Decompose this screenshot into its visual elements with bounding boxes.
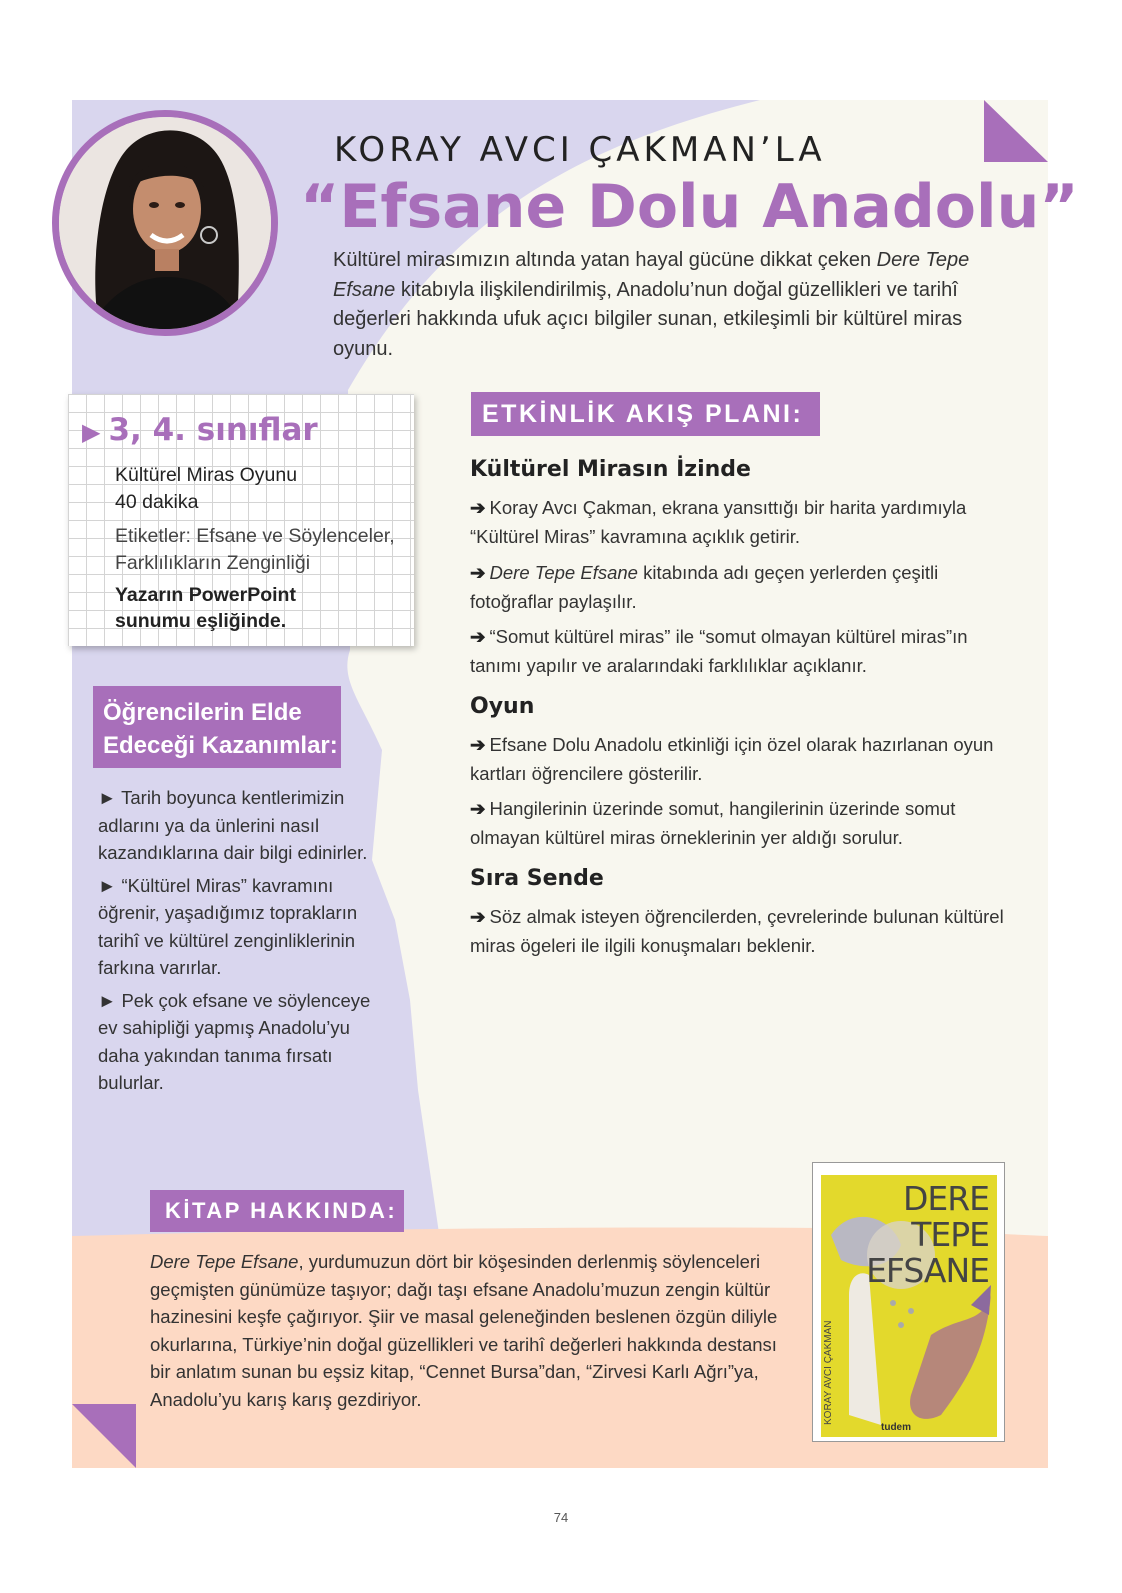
note-line-1: Yazarın PowerPoint — [115, 584, 296, 606]
flow-item: ➔ Dere Tepe Efsane kitabında adı geçen yerlerden çeşitli fotoğraflar paylaşılır. — [470, 562, 939, 612]
arrow-icon: ➔ — [470, 626, 486, 647]
flow-item: ➔ “Somut kültürel miras” ile “somut olmayan kültürel miras”ın tanımı yapılır ve aralarındaki farklılıklar açıklanır. — [470, 626, 968, 676]
book-cover-art — [821, 1175, 997, 1437]
page-title: “Efsane Dolu Anadolu” — [300, 172, 1079, 242]
flow-item: ➔ Hangilerinin üzerinde somut, hangilerinin üzerinde somut olmayan kültürel miras örneklerinin yer aldığı sorulur. — [470, 798, 956, 848]
activity-name: Kültürel Miras Oyunu — [115, 464, 298, 486]
section-title-your-turn: Sıra Sende — [470, 866, 604, 891]
play-triangle-icon: ▶ — [82, 418, 101, 446]
gain-item: ► “Kültürel Miras” kavramını öğrenir, yaşadığımız toprakların tarihî ve kültürel zenginliklerinin farkına varırlar. — [98, 874, 358, 978]
book-cover — [812, 1162, 1005, 1442]
tags-line-2: Farklılıkların Zenginliği — [115, 552, 311, 574]
tags-line-1: Etiketler: Efsane ve Söylenceler, — [115, 525, 395, 547]
book-title-inline: Dere Tepe Efsane — [150, 1251, 299, 1272]
intro-book-title: Dere Tepe Efsane — [333, 249, 970, 301]
intro-text-1: Kültürel mirasımızın altında yatan hayal gücüne dikkat çeken — [333, 249, 877, 271]
author-photo-illustration — [59, 117, 271, 329]
flow-item: ➔ Efsane Dolu Anadolu etkinliği için özel olarak hazırlanan oyun kartları öğrencilere gösterilir. — [470, 734, 994, 784]
author-portrait — [52, 110, 278, 336]
page-number: 74 — [553, 1510, 569, 1525]
arrow-icon: ➔ — [470, 562, 486, 583]
gains-header: Öğrencilerin Elde Edeceği Kazanımlar: — [93, 686, 341, 768]
publisher-logo: tudem — [881, 1422, 911, 1433]
grade-label — [82, 412, 318, 448]
info-card — [68, 394, 414, 646]
gains-list — [98, 784, 388, 1102]
cover-author: KORAY AVCI ÇAKMAN — [823, 1320, 834, 1425]
intro-paragraph — [333, 246, 983, 364]
flow-item: ➔ Söz almak isteyen öğrencilerden, çevrelerinde bulunan kültürel miras ögeleri ile ilgili konuşmaları beklenir. — [470, 906, 1004, 956]
kicker-author: KORAY AVCI ÇAKMAN’LA — [334, 130, 826, 170]
arrow-icon: ➔ — [470, 798, 486, 819]
flow-item: ➔ Koray Avcı Çakman, ekrana yansıttığı bir harita yardımıyla “Kültürel Miras” kavramına açıklık getirir. — [470, 497, 967, 547]
grade-text: 3, 4. sınıflar — [108, 412, 318, 448]
arrow-icon: ➔ — [470, 906, 486, 927]
cover-title: DERE TEPE EFSANE — [866, 1179, 989, 1290]
gain-item: ► Pek çok efsane ve söylenceye ev sahipliği yapmış Anadolu’yu daha yakından tanıma fırsatı bulurlar. — [98, 989, 371, 1093]
book-description: Dere Tepe Efsane, yurdumuzun dört bir köşesinden derlenmiş söylenceleri geçmişten günümüze taşıyor; dağı taşı efsane Anadolu’muzun zengin kültür hazinesini keşfe çağırıyor. Şiir ve masal geleneğinden beslenen özgün diliyle okurlarına, Türkiye’nin doğal güzellikleri ve tarihî değerleri hakkında destansı bir anlatım sunan bu eşsiz kitap, “Cennet Bursa”dan, “Zirvesi Karlı Ağrı”ya, Anadolu’yu karış karış gezdiriyor. — [150, 1251, 778, 1410]
note-line-2: sunumu eşliğinde. — [115, 610, 287, 632]
gain-item: ► Tarih boyunca kentlerimizin adlarını ya da ünlerini nasıl kazandıklarına dair bilgi edinirler. — [98, 787, 368, 863]
arrow-icon: ➔ — [470, 734, 486, 755]
section-title-cultural-heritage: Kültürel Mirasın İzinde — [470, 457, 751, 482]
section-title-game: Oyun — [470, 694, 535, 719]
arrow-icon: ➔ — [470, 497, 486, 518]
intro-text-2: kitabıyla ilişkilendirilmiş, Anadolu’nun doğal güzellikleri ve tarihî değerleri hakkında ufuk açıcı bilgiler sunan, etkileşimli bir kültürel miras oyunu. — [333, 278, 963, 360]
activity-duration: 40 dakika — [115, 491, 199, 513]
flow-plan-header: ETKİNLİK AKIŞ PLANI: — [471, 392, 820, 436]
book-header: KİTAP HAKKINDA: — [150, 1190, 404, 1232]
